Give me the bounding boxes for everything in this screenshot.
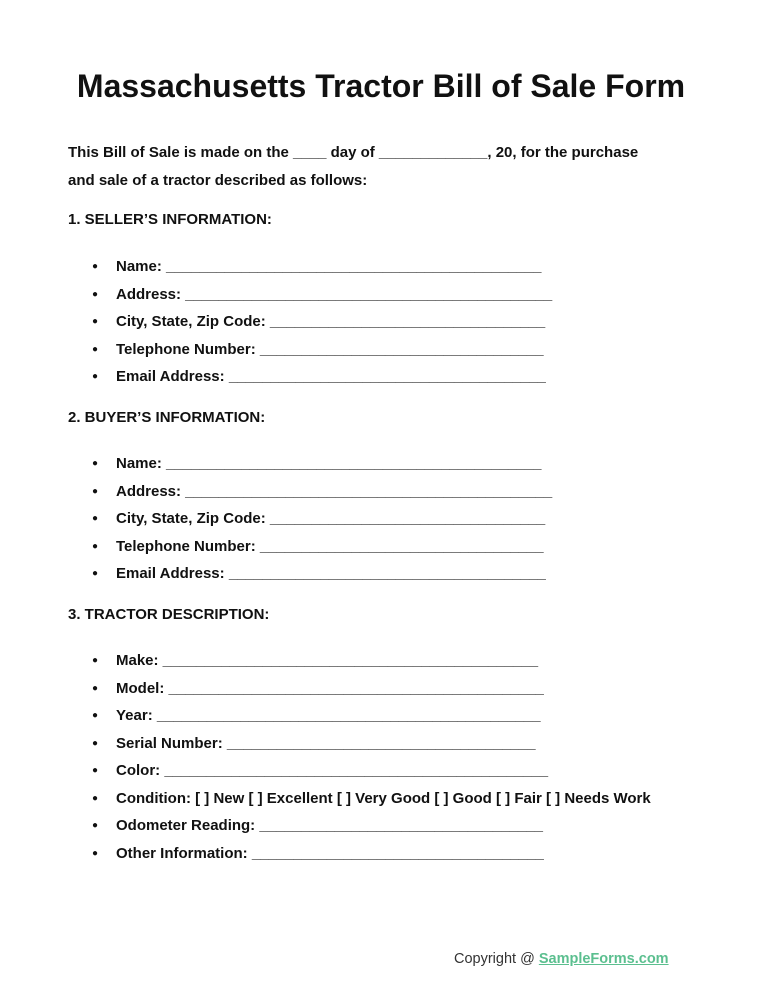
list-item[interactable]: ● Address: ____________________________________________ — [68, 482, 552, 510]
list-item[interactable]: ● Name: _____________________________________________ — [68, 454, 552, 482]
intro-line-2: and sale of a tractor described as follows: — [68, 172, 368, 189]
seller-heading: 1. SELLER’S INFORMATION: — [68, 211, 272, 228]
tractor-fields-list — [68, 651, 651, 871]
list-item[interactable]: ● Serial Number: _____________________________________ — [68, 734, 651, 762]
buyer-fields-list — [68, 454, 552, 592]
list-item[interactable]: ● Address: ____________________________________________ — [68, 285, 552, 313]
list-item[interactable]: ● Other Information: ___________________________________ — [68, 844, 651, 872]
list-item[interactable]: ● Model: _____________________________________________ — [68, 679, 651, 707]
sampleforms-link[interactable]: SampleForms.com — [538, 951, 669, 967]
copyright-text: Copyright @ — [454, 951, 539, 967]
list-item[interactable]: ● Make: _____________________________________________ — [68, 651, 651, 679]
list-item[interactable]: ● Telephone Number: __________________________________ — [68, 537, 552, 565]
list-item[interactable]: ● Color: ______________________________________________ — [68, 761, 651, 789]
list-item[interactable]: ● Telephone Number: __________________________________ — [68, 340, 552, 368]
list-item[interactable]: ● Odometer Reading: __________________________________ — [68, 816, 651, 844]
document-title: Massachusetts Tractor Bill of Sale Form — [76, 68, 686, 104]
buyer-heading: 2. BUYER’S INFORMATION: — [68, 409, 266, 426]
seller-fields-list — [68, 257, 552, 395]
list-item[interactable]: ● Condition: [ ] New [ ] Excellent [ ] Very Good [ ] Good [ ] Fair [ ] Needs Work — [68, 789, 651, 817]
copyright-footer — [454, 951, 669, 967]
list-item[interactable]: ● Email Address: ______________________________________ — [68, 564, 552, 592]
intro-line-1: This Bill of Sale is made on the ____ day of _____________, 20, for the purchase — [68, 144, 639, 161]
tractor-heading: 3. TRACTOR DESCRIPTION: — [68, 606, 270, 623]
intro-paragraph — [68, 139, 708, 195]
list-item[interactable]: ● City, State, Zip Code: _________________________________ — [68, 312, 552, 340]
list-item[interactable]: ● City, State, Zip Code: _________________________________ — [68, 509, 552, 537]
list-item[interactable]: ● Name: _____________________________________________ — [68, 257, 552, 285]
list-item[interactable]: ● Email Address: ______________________________________ — [68, 367, 552, 395]
list-item[interactable]: ● Year: ______________________________________________ — [68, 706, 651, 734]
